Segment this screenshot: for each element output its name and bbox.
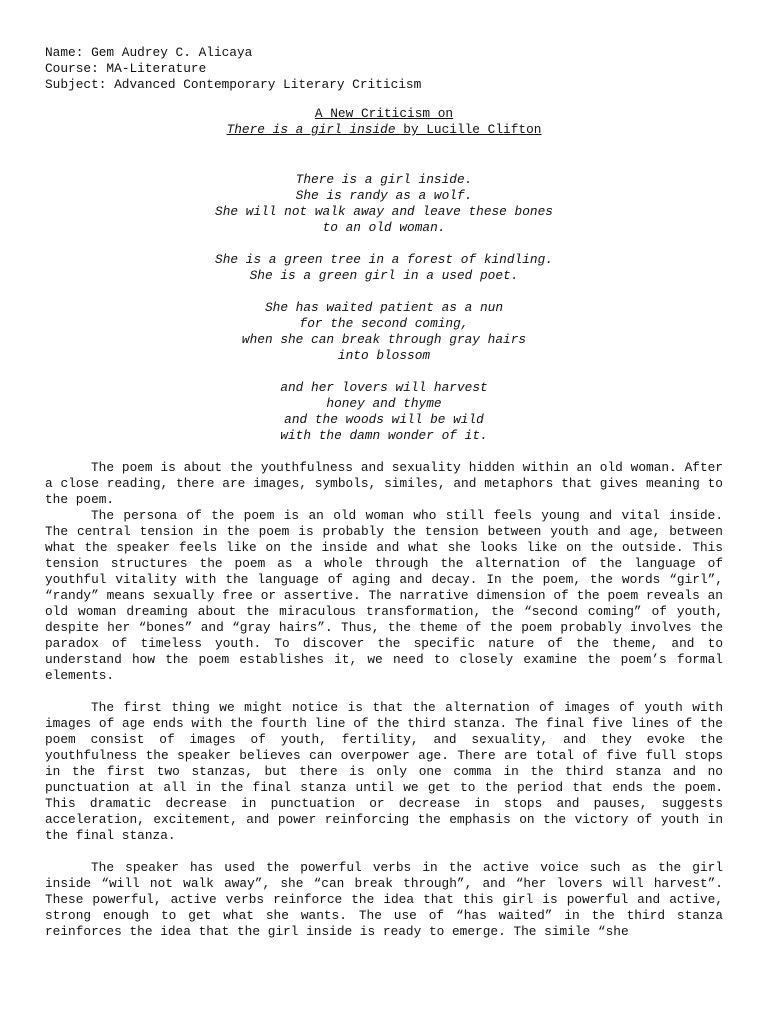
stanza-1 <box>45 172 723 236</box>
poem-title: There is a girl inside <box>226 122 396 137</box>
essay-body <box>45 460 723 940</box>
paragraph-2: The persona of the poem is an old woman who still feels young and vital inside. The central tension in the poem is probably the tension between youth and age, between what the speaker feels like on the inside and what she looks like on the outside. This tension structures the poem as a whole through the alternation of the language of youthful vitality with the language of aging and decay. In the poem, the words “girl”, “randy” means sexually free or assertive. The narrative dimension of the poem reveals an old woman dreaming about the miraculous transformation, the “second coming” of youth, despite her “bones” and “gray hairs”. Thus, the theme of the poem probably involves the paradox of timeless youth. To discover the specific nature of the theme, and to understand how the poem establishes it, we need to closely examine the poem’s formal elements. <box>45 508 723 683</box>
poem-line: There is a girl inside. <box>295 172 473 187</box>
essay-title <box>45 106 723 138</box>
poem-line: She is a green tree in a forest of kindling. <box>215 252 553 267</box>
course-line: Course: MA-Literature <box>45 61 207 76</box>
poem-line: honey and thyme <box>326 396 442 411</box>
poem-line: She is randy as a wolf. <box>295 188 473 203</box>
title-line-1: A New Criticism on <box>314 106 454 121</box>
poem-line: She has waited patient as a nun <box>264 300 504 315</box>
poem-line: when she can break through gray hairs <box>241 332 527 347</box>
poem-line: to an old woman. <box>322 220 446 235</box>
poem-line: She is a green girl in a used poet. <box>249 268 519 283</box>
paragraph-1: The poem is about the youthfulness and sexuality hidden within an old woman. After a close reading, there are images, symbols, similes, and metaphors that gives meaning to the poem. <box>45 460 723 507</box>
paragraph-4: The speaker has used the powerful verbs in the active voice such as the girl inside “will not walk away”, she “can break through”, and “her lovers will harvest”. These powerful, active verbs reinforce the idea that this girl is powerful and active, strong enough to get what she wants. The use of “has waited” in the third stanza reinforces the idea that the girl inside is ready to emerge. The simile “she <box>45 860 723 939</box>
poem-author: by Lucille Clifton <box>395 122 542 137</box>
poem-text <box>45 172 723 444</box>
poem-line: for the second coming, <box>299 316 469 331</box>
title-line-2 <box>45 122 723 138</box>
student-header <box>45 45 723 93</box>
poem-line: and the woods will be wild <box>284 412 484 427</box>
paragraph-3: The first thing we might notice is that the alternation of images of youth with images of age ends with the fourth line of the third stanza. The final five lines of the poem consist of images of youth, fertility, and sexuality, and they evoke the youthfulness the speaker believes can overpower age. There are total of five full stops in the first two stanzas, but there is only one comma in the third stanza and no punctuation at all in the final stanza until we get to the period that ends the poem. This dramatic decrease in punctuation or decrease in stops and pauses, suggests acceleration, excitement, and power reinforcing the emphasis on the victory of youth in the final stanza. <box>45 700 723 843</box>
stanza-4 <box>45 380 723 444</box>
poem-line: and her lovers will harvest <box>280 380 488 395</box>
poem-line: into blossom <box>337 348 431 363</box>
stanza-2 <box>45 252 723 284</box>
subject-line: Subject: Advanced Contemporary Literary Criticism <box>45 77 422 92</box>
name-line: Name: Gem Audrey C. Alicaya <box>45 45 253 60</box>
poem-line: She will not walk away and leave these bones <box>215 204 553 219</box>
stanza-3 <box>45 300 723 364</box>
poem-line: with the damn wonder of it. <box>280 428 488 443</box>
